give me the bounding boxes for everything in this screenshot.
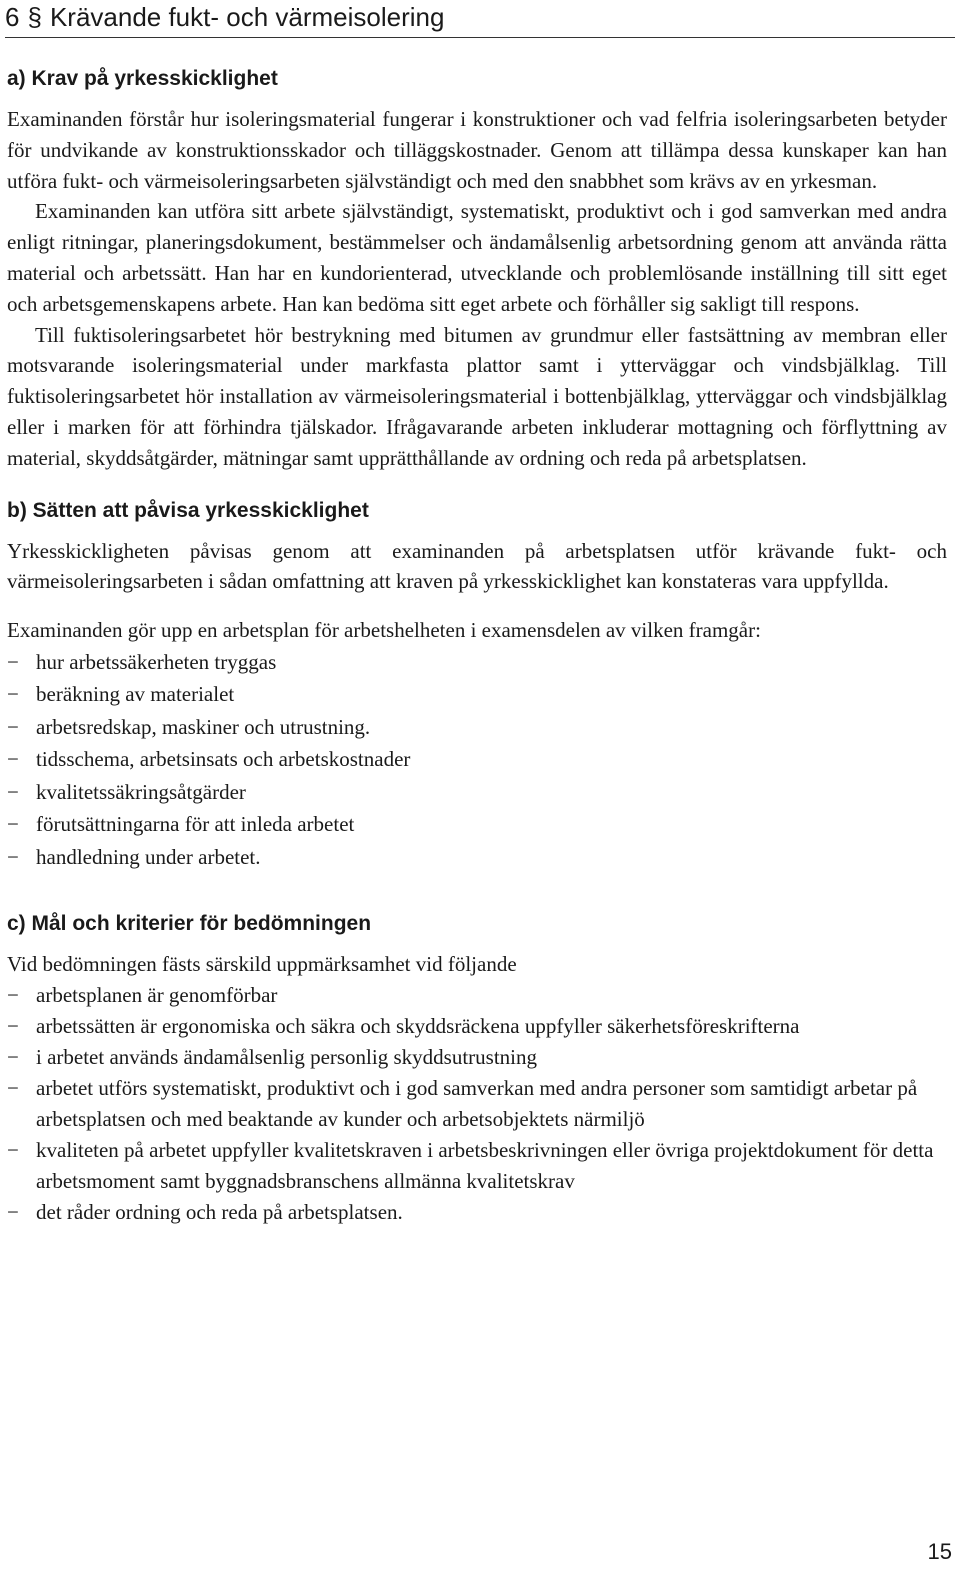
- list-item: − tidsschema, arbetsinsats och arbetskostnader: [7, 743, 947, 776]
- section-b-list: [7, 646, 947, 874]
- dash-bullet: −: [7, 812, 19, 837]
- dash-bullet: −: [7, 714, 19, 739]
- dash-bullet: −: [7, 983, 19, 1008]
- section-c-list-intro: Vid bedömningen fästs särskild uppmärksamhet vid följande: [7, 952, 517, 977]
- dash-bullet: −: [7, 682, 19, 707]
- document-body: [7, 62, 947, 1228]
- section-b-paragraph: Yrkesskickligheten påvisas genom att examinanden på arbetsplatsen utför krävande fukt- och värmeisoleringsarbeten i sådan omfattning att kraven på yrkesskicklighet kan konstateras vara uppfyllda.: [7, 538, 947, 594]
- list-item: − handledning under arbetet.: [7, 841, 947, 874]
- section-sign: §: [27, 2, 42, 32]
- list-item: − kvalitetssäkringsåtgärder: [7, 776, 947, 809]
- dash-bullet: −: [7, 1014, 19, 1039]
- section-a-paragraph-3: Till fuktisoleringsarbetet hör bestrykning med bitumen av grundmur eller fastsättning av membran eller motsvarande isoleringsmaterial under markfasta plattor samt i ytterväggar och vindsbjälklag. Till fuktisoleringsarbetet hör installation av värmeisoleringsmaterial i bottenbjälklag, ytterväggar och vindsbjälklag eller i marken för att förhindra tjälskador. Ifrågavarande arbeten inkluderar mottagning och förflyttning av material, skyddsåtgärder, mätningar samt upprätthållande av ordning och reda på arbetsplatsen.: [7, 322, 947, 470]
- section-c-list: [7, 980, 947, 1228]
- page-title: Krävande fukt- och värmeisolering: [49, 2, 445, 32]
- page-number: 15: [927, 1539, 952, 1564]
- list-item: − förutsättningarna för att inleda arbetet: [7, 808, 947, 841]
- list-item: − arbetssätten är ergonomiska och säkra och skyddsräckena uppfyller säkerhetsföreskrifterna: [7, 1011, 947, 1042]
- list-item: − arbetsredskap, maskiner och utrustning.: [7, 711, 947, 744]
- section-a-heading: a) Krav på yrkesskicklighet: [7, 67, 278, 90]
- section-b-list-intro: Examinanden gör upp en arbetsplan för arbetshelheten i examensdelen av vilken framgår:: [7, 618, 761, 643]
- dash-bullet: −: [7, 747, 19, 772]
- section-c-heading: c) Mål och kriterier för bedömningen: [7, 912, 372, 936]
- dash-bullet: −: [7, 1138, 19, 1163]
- list-item: − hur arbetssäkerheten tryggas: [7, 646, 947, 679]
- list-item: − arbetet utförs systematiskt, produktivt och i god samverkan med andra personer som samtidigt arbetar på arbetsplatsen och med beaktande av kunder och arbetsobjektets närmiljö: [7, 1073, 947, 1135]
- section-a-paragraph-1: Examinanden förstår hur isoleringsmaterial fungerar i konstruktioner och vad felfria isoleringsarbeten betyder för undvikande av konstruktionsskador och tilläggskostnader. Genom att tillämpa dessa kunskaper kan han utföra fukt- och värmeisoleringsarbeten självständigt och med den snabbhet som krävs av en yrkesman.: [7, 107, 947, 193]
- list-item: − beräkning av materialet: [7, 678, 947, 711]
- dash-bullet: −: [7, 779, 19, 804]
- list-item: − kvaliteten på arbetet uppfyller kvalitetskraven i arbetsbeskrivningen eller övriga projektdokument för detta arbetsmoment samt byggnadsbranschens allmänna kvalitetskrav: [7, 1135, 947, 1197]
- dash-bullet: −: [7, 844, 19, 869]
- section-a-paragraph-2: Examinanden kan utföra sitt arbete självständigt, systematiskt, produktivt och i god samverkan med andra enligt ritningar, planeringsdokument, bestämmelser och ändamålsenlig arbetsordning genom att använda rätta material och arbetssätt. Han har en kundorienterad, utvecklande och problemlösande inställning till sitt eget och arbetsgemenskapens arbete. Han kan bedöma sitt eget arbete och förhåller sig sakligt till respons.: [7, 199, 947, 316]
- dash-bullet: −: [7, 649, 19, 674]
- list-item: − arbetsplanen är genomförbar: [7, 980, 947, 1011]
- section-b-heading: b) Sätten att påvisa yrkesskicklighet: [7, 498, 369, 522]
- list-item: − det råder ordning och reda på arbetsplatsen.: [7, 1197, 947, 1228]
- dash-bullet: −: [7, 1200, 19, 1225]
- chapter-number: 6: [5, 2, 20, 32]
- dash-bullet: −: [7, 1076, 19, 1101]
- dash-bullet: −: [7, 1045, 19, 1070]
- page-header: [5, 0, 955, 38]
- list-item: − i arbetet används ändamålsenlig personlig skyddsutrustning: [7, 1042, 947, 1073]
